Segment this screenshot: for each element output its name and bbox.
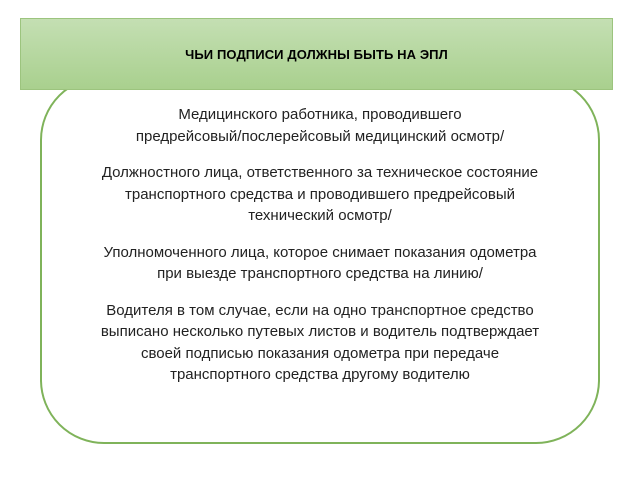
header-title: ЧЬИ ПОДПИСИ ДОЛЖНЫ БЫТЬ НА ЭПЛ — [185, 46, 448, 62]
header-banner — [20, 18, 613, 90]
list-item-medical-worker: Медицинского работника, проводившего предрейсовый/послерейсовый медицинский осмотр/ — [135, 106, 505, 145]
list-item-odometer-officer: Уполномоченного лица, которое снимает показания одометра при выезде транспортного средства на линию/ — [103, 243, 537, 282]
list-item-technical-officer: Должностного лица, ответственного за техническое состояние транспортного средства и проводившего предрейсовый технический осмотр/ — [101, 164, 539, 224]
signature-list — [60, 104, 580, 401]
list-item-driver: Водителя в том случае, если на одно транспортное средство выписано несколько путевых листов и водитель подтверждает своей подписью показания одометра при передаче транспортного средства другому водителю — [100, 301, 540, 383]
